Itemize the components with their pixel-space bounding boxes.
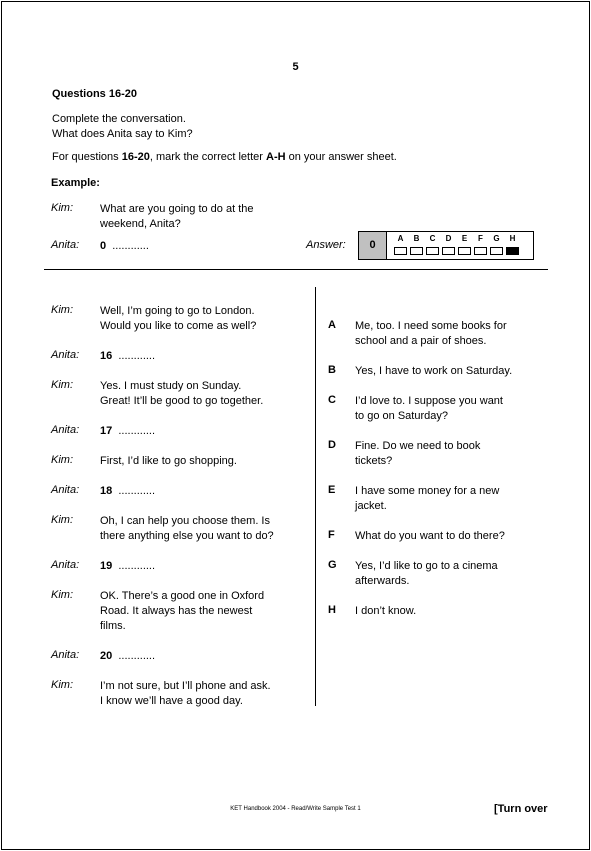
kim-speech	[100, 589, 264, 634]
option-line: afterwards.	[355, 575, 410, 587]
option-line: tickets?	[355, 455, 393, 467]
instruction-text: For questions	[52, 151, 122, 163]
kim-speech	[100, 304, 256, 334]
option-line: I’d love to. I suppose you want	[355, 395, 503, 407]
question-number: 18	[100, 485, 113, 497]
option-line: Yes, I have to work on Saturday.	[355, 365, 513, 377]
option-line: Yes, I’d like to go to a cinema	[355, 560, 498, 572]
option-letter-h: H	[328, 604, 336, 616]
option-text-h	[355, 604, 416, 619]
instruction-line: Complete the conversation.	[52, 113, 186, 125]
answer-letter: A	[397, 234, 404, 243]
answer-checkbox[interactable]	[458, 247, 471, 255]
speech-line: I know we’ll have a good day.	[100, 695, 243, 707]
question-number: 19	[100, 560, 113, 572]
speech-line: OK. There’s a good one in Oxford	[100, 590, 265, 602]
example-kim-speech	[100, 202, 254, 232]
anita-answer-20	[100, 649, 155, 664]
kim-speech	[100, 379, 263, 409]
question-number: 16	[100, 350, 113, 362]
footer-caption: KET Handbook 2004 - Read/Write Sample Test 1	[230, 806, 361, 812]
option-line: What do you want to do there?	[355, 530, 505, 542]
kim-speech	[100, 454, 237, 469]
option-letter-d: D	[328, 439, 336, 451]
answer-blank: ............	[112, 240, 149, 252]
answer-letter: F	[478, 234, 483, 243]
option-text-c	[355, 394, 503, 424]
speech-line: Great! It’ll be good to go together.	[100, 395, 264, 407]
letter-range: A-H	[266, 151, 286, 163]
option-line: Fine. Do we need to book	[355, 440, 481, 452]
option-line: Me, too. I need some books for	[355, 320, 507, 332]
answer-letter: D	[445, 234, 452, 243]
speaker-kim: Kim:	[51, 589, 73, 601]
instruction-answer-sheet	[52, 151, 397, 163]
anita-answer-16	[100, 349, 155, 364]
speaker-anita: Anita:	[51, 424, 80, 436]
kim-speech	[100, 514, 274, 544]
speaker-kim: Kim:	[51, 454, 73, 466]
question-number: 17	[100, 425, 113, 437]
speaker-kim: Kim:	[51, 514, 73, 526]
option-letter-a: A	[328, 319, 336, 331]
answer-blank: ............	[118, 560, 156, 572]
example-speaker-kim: Kim:	[51, 202, 73, 214]
answer-letter: B	[413, 234, 420, 243]
question-number: 0	[100, 240, 107, 252]
speech-line: Yes. I must study on Sunday.	[100, 380, 242, 392]
column-divider	[315, 287, 316, 706]
example-label: Example:	[51, 177, 100, 189]
option-text-d	[355, 439, 480, 469]
answer-checkbox[interactable]	[442, 247, 455, 255]
speech-line: there anything else you want to do?	[100, 530, 274, 542]
answer-letter: E	[461, 234, 468, 243]
section-heading: Questions 16-20	[52, 88, 137, 100]
answer-blank: ............	[118, 485, 156, 497]
speech-line: I’m not sure, but I’ll phone and ask.	[100, 680, 271, 692]
option-text-b	[355, 364, 512, 379]
section-divider	[44, 269, 548, 270]
turn-over-label: [Turn over	[494, 803, 548, 815]
answer-blank: ............	[118, 425, 156, 437]
option-line: I don’t know.	[355, 605, 417, 617]
option-letter-b: B	[328, 364, 336, 376]
answer-blank: ............	[118, 350, 156, 362]
answer-checkbox-selected[interactable]	[506, 247, 519, 255]
example-answer-box	[358, 231, 534, 260]
option-letter-f: F	[328, 529, 335, 541]
answer-checkbox[interactable]	[490, 247, 503, 255]
answer-checkbox[interactable]	[394, 247, 407, 255]
speech-line: films.	[100, 620, 126, 632]
speaker-anita: Anita:	[51, 484, 80, 496]
option-letter-e: E	[328, 484, 336, 496]
option-line: to go on Saturday?	[355, 410, 448, 422]
instructions	[52, 112, 193, 142]
speech-line: What are you going to do at the	[100, 203, 254, 215]
answer-checkbox[interactable]	[474, 247, 487, 255]
speech-line: Would you like to come as well?	[100, 320, 257, 332]
option-letter-g: G	[328, 559, 337, 571]
option-line: school and a pair of shoes.	[355, 335, 487, 347]
option-letter-c: C	[328, 394, 336, 406]
option-text-a	[355, 319, 507, 349]
example-anita-answer	[100, 239, 149, 254]
speaker-anita: Anita:	[51, 649, 80, 661]
answer-checkbox[interactable]	[410, 247, 423, 255]
anita-answer-19	[100, 559, 155, 574]
option-text-g	[355, 559, 498, 589]
speaker-anita: Anita:	[51, 349, 80, 361]
example-speaker-anita: Anita:	[51, 239, 80, 251]
instruction-text: , mark the correct letter	[149, 151, 266, 163]
question-range: 16-20	[121, 151, 150, 163]
question-number: 20	[100, 650, 113, 662]
speaker-kim: Kim:	[51, 379, 73, 391]
answer-checkbox[interactable]	[426, 247, 439, 255]
answer-letter: H	[509, 234, 516, 243]
answer-label: Answer:	[306, 239, 346, 251]
speech-line: Oh, I can help you choose them. Is	[100, 515, 270, 527]
speech-line: Well, I’m going to go to London.	[100, 305, 255, 317]
option-line: jacket.	[355, 500, 387, 512]
speaker-kim: Kim:	[51, 304, 73, 316]
option-text-e	[355, 484, 499, 514]
anita-answer-17	[100, 424, 155, 439]
speech-line: First, I’d like to go shopping.	[100, 455, 237, 467]
answer-letter: C	[429, 234, 436, 243]
speaker-anita: Anita:	[51, 559, 80, 571]
answer-blank: ............	[118, 650, 156, 662]
instruction-line: What does Anita say to Kim?	[52, 128, 193, 140]
page-number: 5	[292, 61, 299, 73]
anita-answer-18	[100, 484, 155, 499]
speaker-kim: Kim:	[51, 679, 73, 691]
kim-speech	[100, 679, 271, 709]
answer-number: 0	[359, 232, 387, 259]
option-text-f	[355, 529, 505, 544]
instruction-text: on your answer sheet.	[285, 151, 397, 163]
option-line: I have some money for a new	[355, 485, 500, 497]
answer-letter: G	[493, 234, 500, 243]
speech-line: Road. It always has the newest	[100, 605, 253, 617]
speech-line: weekend, Anita?	[100, 218, 181, 230]
